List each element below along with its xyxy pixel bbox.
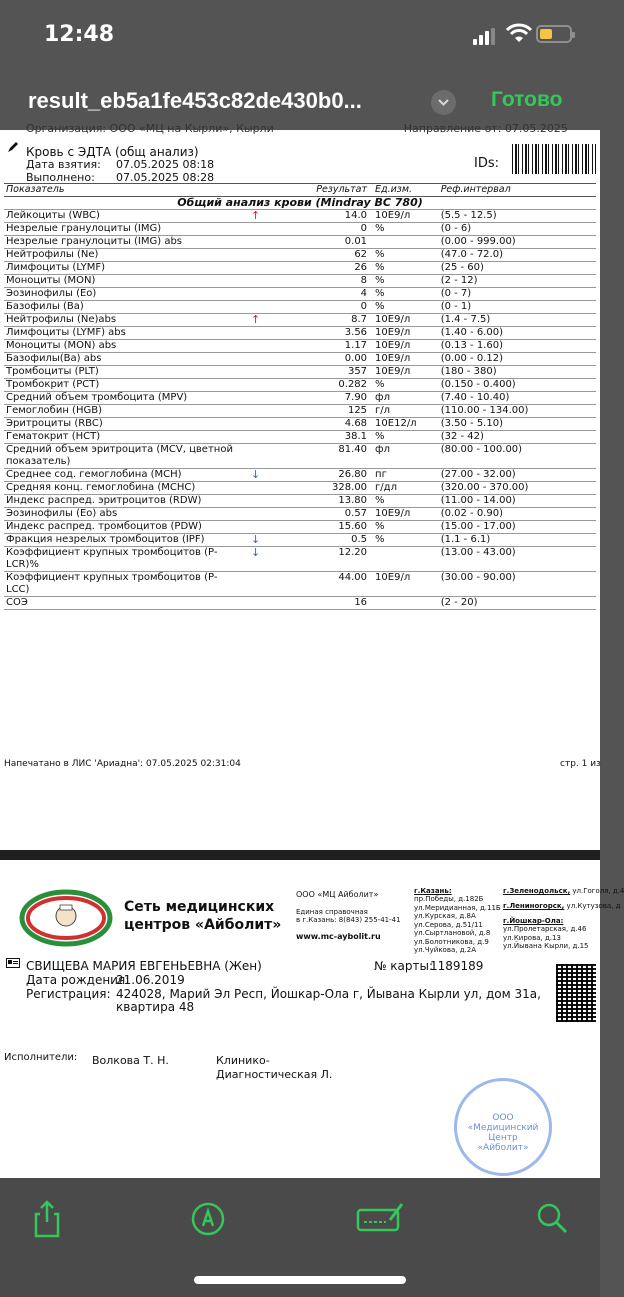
result-flag [238, 379, 274, 392]
table-header [4, 184, 596, 197]
result-row [4, 210, 596, 223]
result-ref: (32 - 42) [439, 431, 596, 444]
result-flag [238, 223, 274, 236]
kazan-address: ул.Болотникова, д.9 [414, 937, 489, 946]
result-ref: (110.00 - 134.00) [439, 405, 596, 418]
done-value: 07.05.2025 08:28 [116, 171, 215, 184]
result-value: 7.90 [274, 392, 369, 405]
kazan-address: ул.Курская, д.8А [414, 912, 476, 920]
kazan-address: ул.Меридианная, д.11Б [414, 903, 501, 912]
lab-line-1: Клинико- [216, 1054, 270, 1067]
cut-header-right: Направление от: 07.05.2025 [403, 122, 568, 135]
col-ref: Реф.интервал [439, 184, 596, 197]
result-flag [238, 418, 274, 431]
result-name: Лимфоциты (LYMF) abs [4, 327, 238, 340]
result-row [4, 353, 596, 366]
result-flag: ↓ [238, 469, 274, 482]
result-ref: (5.5 - 12.5) [439, 210, 596, 223]
printed-info: Напечатано в ЛИС 'Ариадна': 07.05.2025 02:31:04 [4, 759, 241, 769]
result-ref: (15.00 - 17.00) [439, 521, 596, 534]
result-flag [238, 353, 274, 366]
result-unit: 10Е9/л [369, 327, 439, 340]
result-unit: % [369, 521, 439, 534]
result-unit: 10Е9/л [369, 572, 439, 597]
result-value: 38.1 [274, 431, 369, 444]
result-ref: (0 - 7) [439, 288, 596, 301]
result-name: Лимфоциты (LYMF) [4, 262, 238, 275]
col-result: Результат [274, 184, 369, 197]
org-name: ООО «МЦ Айболит» [296, 890, 379, 899]
result-ref: (0 - 1) [439, 301, 596, 314]
result-unit [369, 236, 439, 249]
result-row [4, 431, 596, 444]
result-flag [238, 275, 274, 288]
patient-name: СВИЩЕВА МАРИЯ ЕВГЕНЬЕВНА (Жен) [26, 959, 262, 973]
result-name: Средний объем тромбоцита (MPV) [4, 392, 238, 405]
result-ref: (30.00 - 90.00) [439, 572, 596, 597]
result-unit: 10Е9/л [369, 366, 439, 379]
result-row [4, 495, 596, 508]
lab-line-2: Диагностическая Л. [216, 1068, 333, 1081]
markup-pen-icon [185, 1196, 231, 1242]
result-name: Эозинофилы (Eo) [4, 288, 238, 301]
result-flag [238, 340, 274, 353]
result-unit: 10Е9/л [369, 314, 439, 327]
result-value: 1.17 [274, 340, 369, 353]
result-unit: % [369, 301, 439, 314]
result-unit: % [369, 262, 439, 275]
info-line-2: в г.Казань: 8(843) 255-41-41 [296, 916, 401, 924]
cellular-signal-icon [473, 28, 497, 45]
len-title: г.Лениногорск, [503, 902, 565, 910]
result-value: 14.0 [274, 210, 369, 223]
result-flag [238, 301, 274, 314]
section-title: Общий анализ крови (Mindray BC 780) [4, 197, 596, 210]
result-row [4, 418, 596, 431]
result-unit: пг [369, 469, 439, 482]
result-unit: % [369, 534, 439, 547]
result-unit: % [369, 223, 439, 236]
result-flag: ↑ [238, 314, 274, 327]
share-button[interactable] [24, 1196, 70, 1242]
result-ref: (0.02 - 0.90) [439, 508, 596, 521]
taken-value: 07.05.2025 08:18 [116, 158, 215, 171]
yo-title: г.Йошкар-Ола: [503, 917, 564, 925]
aybolit-logo [20, 888, 112, 948]
result-row [4, 572, 596, 597]
result-row [4, 508, 596, 521]
search-button[interactable] [530, 1196, 576, 1242]
result-row [4, 249, 596, 262]
result-ref: (7.40 - 10.40) [439, 392, 596, 405]
yo-address: ул.Йывана Кырли, д.15 [503, 942, 589, 950]
network-title: Сеть медицинских центров «Айболит» [124, 899, 282, 933]
result-flag [238, 444, 274, 469]
result-name: Коэффициент крупных тромбоцитов (P-LCR)% [4, 547, 238, 572]
result-name: Средний объем эритроцита (MCV, цветной показатель) [4, 444, 238, 469]
result-ref: (0.00 - 0.12) [439, 353, 596, 366]
result-value: 26.80 [274, 469, 369, 482]
result-name: Нейтрофилы (Ne)abs [4, 314, 238, 327]
result-value: 357 [274, 366, 369, 379]
signature-icon [356, 1196, 406, 1242]
result-name: Гематокрит (HCT) [4, 431, 238, 444]
result-ref: (13.00 - 43.00) [439, 547, 596, 572]
pdf-page-1 [0, 122, 601, 850]
result-value: 0.282 [274, 379, 369, 392]
executor-name: Волкова Т. Н. [92, 1054, 169, 1067]
result-value: 81.40 [274, 444, 369, 469]
yo-address: ул.Пролетарская, д.46 [503, 925, 587, 933]
result-unit: % [369, 379, 439, 392]
result-flag [238, 572, 274, 597]
result-name: Моноциты (MON) [4, 275, 238, 288]
status-time: 12:48 [44, 22, 115, 47]
specimen-type: Кровь с ЭДТА (общ анализ) [26, 145, 199, 159]
len-address: ул.Кутузова, д [566, 902, 621, 910]
result-value: 0.01 [274, 236, 369, 249]
result-flag [238, 597, 274, 610]
result-ref: (80.00 - 100.00) [439, 444, 596, 469]
result-unit: % [369, 249, 439, 262]
result-row [4, 288, 596, 301]
result-value: 44.00 [274, 572, 369, 597]
result-unit: 10Е9/л [369, 340, 439, 353]
result-row [4, 223, 596, 236]
result-value: 12.20 [274, 547, 369, 572]
result-value: 0.00 [274, 353, 369, 366]
result-value: 13.80 [274, 495, 369, 508]
share-icon [24, 1196, 70, 1242]
result-unit [369, 597, 439, 610]
result-unit: % [369, 495, 439, 508]
result-name: СОЭ [4, 597, 238, 610]
done-label: Выполнено: [26, 171, 95, 184]
result-unit [369, 547, 439, 572]
result-ref: (47.0 - 72.0) [439, 249, 596, 262]
result-unit: г/л [369, 405, 439, 418]
home-indicator [194, 1276, 406, 1284]
done-button[interactable]: Готово [491, 88, 563, 111]
result-name: Эозинофилы (Eo) abs [4, 508, 238, 521]
result-row [4, 597, 596, 610]
site-link[interactable]: www.mc-aybolit.ru [296, 932, 381, 941]
result-name: Базофилы (Ba) [4, 301, 238, 314]
result-ref: (320.00 - 370.00) [439, 482, 596, 495]
result-name: Тромбокрит (PCT) [4, 379, 238, 392]
status-bar [0, 0, 600, 72]
result-unit: фл [369, 444, 439, 469]
reg-line-1: 424028, Марий Эл Респ, Йошкар-Ола г, Йывана Кырли ул, дом 31а, [116, 987, 541, 1001]
result-value: 15.60 [274, 521, 369, 534]
result-name: Нейтрофилы (Ne) [4, 249, 238, 262]
result-name: Моноциты (MON) abs [4, 340, 238, 353]
clinic-stamp: ООО «Медицинский Центр «Айболит» [454, 1078, 552, 1176]
results-table [4, 183, 596, 610]
result-row [4, 405, 596, 418]
result-row [4, 379, 596, 392]
result-name: Базофилы(Ba) abs [4, 353, 238, 366]
result-name: Эритроциты (RBC) [4, 418, 238, 431]
info-line-1: Единая справочная [296, 908, 368, 916]
result-row [4, 262, 596, 275]
result-name: Незрелые гранулоциты (IMG) [4, 223, 238, 236]
result-value: 0 [274, 223, 369, 236]
result-name: Индекс распред. тромбоцитов (PDW) [4, 521, 238, 534]
id-card-icon [6, 958, 20, 968]
result-ref: (0.150 - 0.400) [439, 379, 596, 392]
result-ref: (1.40 - 6.00) [439, 327, 596, 340]
result-value: 4 [274, 288, 369, 301]
result-flag [238, 392, 274, 405]
result-flag [238, 366, 274, 379]
result-ref: (2 - 20) [439, 597, 596, 610]
result-row [4, 521, 596, 534]
result-row [4, 275, 596, 288]
result-unit: 10Е12/л [369, 418, 439, 431]
result-value: 8.7 [274, 314, 369, 327]
file-title[interactable]: result_eb5a1fe453c82de430b0... [28, 88, 362, 113]
result-flag: ↑ [238, 210, 274, 223]
pdf-page-2 [0, 860, 624, 1178]
result-name: Лейкоциты (WBC) [4, 210, 238, 223]
result-row [4, 547, 596, 572]
kazan-address: пр.Победы, д.182Б [414, 895, 484, 903]
result-flag [238, 521, 274, 534]
result-ref: (27.00 - 32.00) [439, 469, 596, 482]
result-flag [238, 431, 274, 444]
card-label: № карты: [374, 959, 434, 973]
result-name: Среднее сод. гемоглобина (MCH) [4, 469, 238, 482]
result-value: 26 [274, 262, 369, 275]
result-unit: фл [369, 392, 439, 405]
kazan-address: ул.Сыртлановой, д.8 [414, 929, 491, 937]
result-flag [238, 495, 274, 508]
battery-icon [536, 25, 572, 43]
result-unit: % [369, 431, 439, 444]
result-flag [238, 327, 274, 340]
result-unit: % [369, 288, 439, 301]
result-row [4, 314, 596, 327]
yo-address: ул.Кирова, д.13 [503, 933, 561, 942]
result-flag [238, 288, 274, 301]
title-menu-button[interactable] [431, 90, 456, 115]
result-value: 4.68 [274, 418, 369, 431]
result-flag: ↓ [238, 534, 274, 547]
reg-line-2: квартира 48 [116, 1000, 195, 1014]
page-separator [0, 850, 600, 860]
result-ref: (0 - 6) [439, 223, 596, 236]
result-row [4, 236, 596, 249]
dob-label: Дата рождения: [26, 973, 130, 987]
result-value: 62 [274, 249, 369, 262]
kazan-addresses [414, 895, 501, 955]
result-value: 328.00 [274, 482, 369, 495]
result-ref: (2 - 12) [439, 275, 596, 288]
result-name: Незрелые гранулоциты (IMG) abs [4, 236, 238, 249]
markup-button[interactable] [185, 1196, 231, 1242]
result-row [4, 444, 596, 469]
result-value: 0.5 [274, 534, 369, 547]
page-number: стр. 1 из [560, 759, 601, 769]
cut-header-left: Организация: ООО «МЦ на Кырли», Кырли [26, 122, 274, 135]
result-value: 125 [274, 405, 369, 418]
kazan-address: ул.Серова, д.51/11 [414, 920, 483, 929]
result-name: Индекс распред. эритроцитов (RDW) [4, 495, 238, 508]
section-title-row [4, 197, 596, 210]
result-flag [238, 262, 274, 275]
result-row [4, 340, 596, 353]
result-row [4, 366, 596, 379]
result-ref: (3.50 - 5.10) [439, 418, 596, 431]
result-row [4, 327, 596, 340]
result-row [4, 469, 596, 482]
result-unit: г/дл [369, 482, 439, 495]
yo-addresses [503, 925, 589, 951]
result-ref: (1.4 - 7.5) [439, 314, 596, 327]
taken-label: Дата взятия: [26, 158, 101, 171]
result-row [4, 482, 596, 495]
result-flag [238, 482, 274, 495]
zel-address: ул.Гоголя, д.4 [572, 887, 624, 895]
search-icon [530, 1196, 576, 1242]
result-flag: ↓ [238, 547, 274, 572]
result-ref: (1.1 - 6.1) [439, 534, 596, 547]
result-ref: (180 - 380) [439, 366, 596, 379]
result-name: Гемоглобин (HGB) [4, 405, 238, 418]
result-value: 3.56 [274, 327, 369, 340]
result-flag [238, 236, 274, 249]
pen-icon [6, 140, 20, 154]
result-unit: 10Е9/л [369, 353, 439, 366]
chevron-down-icon [431, 90, 456, 115]
result-name: Фракция незрелых тромбоцитов (IPF) [4, 534, 238, 547]
zel-title: г.Зеленодольск, [503, 887, 571, 895]
result-ref: (25 - 60) [439, 262, 596, 275]
executors-label: Исполнители: [4, 1052, 78, 1063]
result-row [4, 392, 596, 405]
barcode [512, 144, 596, 174]
result-unit: 10Е9/л [369, 210, 439, 223]
sign-button[interactable] [356, 1196, 402, 1242]
kazan-address: ул.Чуйкова, д.2А [414, 946, 477, 954]
cut-header [26, 122, 568, 135]
result-ref: (0.00 - 999.00) [439, 236, 596, 249]
result-ref: (11.00 - 14.00) [439, 495, 596, 508]
ids-label: IDs: [474, 156, 499, 171]
result-value: 0.57 [274, 508, 369, 521]
result-flag [238, 508, 274, 521]
reg-label: Регистрация: [26, 987, 111, 1001]
col-unit: Ед.изм. [369, 184, 439, 197]
result-value: 16 [274, 597, 369, 610]
dob-value: 21.06.2019 [116, 973, 185, 987]
col-indicator: Показатель [4, 184, 238, 197]
result-name: Средняя конц. гемоглобина (MCHC) [4, 482, 238, 495]
result-name: Коэффициент крупных тромбоцитов (P-LCC) [4, 572, 238, 597]
result-ref: (0.13 - 1.60) [439, 340, 596, 353]
wifi-icon [506, 24, 532, 44]
result-flag [238, 405, 274, 418]
result-unit: 10Е9/л [369, 508, 439, 521]
result-flag [238, 249, 274, 262]
result-value: 0 [274, 301, 369, 314]
result-row [4, 301, 596, 314]
card-number: 1189189 [430, 959, 484, 973]
result-unit: % [369, 275, 439, 288]
result-row [4, 534, 596, 547]
result-value: 8 [274, 275, 369, 288]
kazan-title: г.Казань: [414, 887, 452, 895]
qr-code [556, 964, 596, 1022]
result-name: Тромбоциты (PLT) [4, 366, 238, 379]
